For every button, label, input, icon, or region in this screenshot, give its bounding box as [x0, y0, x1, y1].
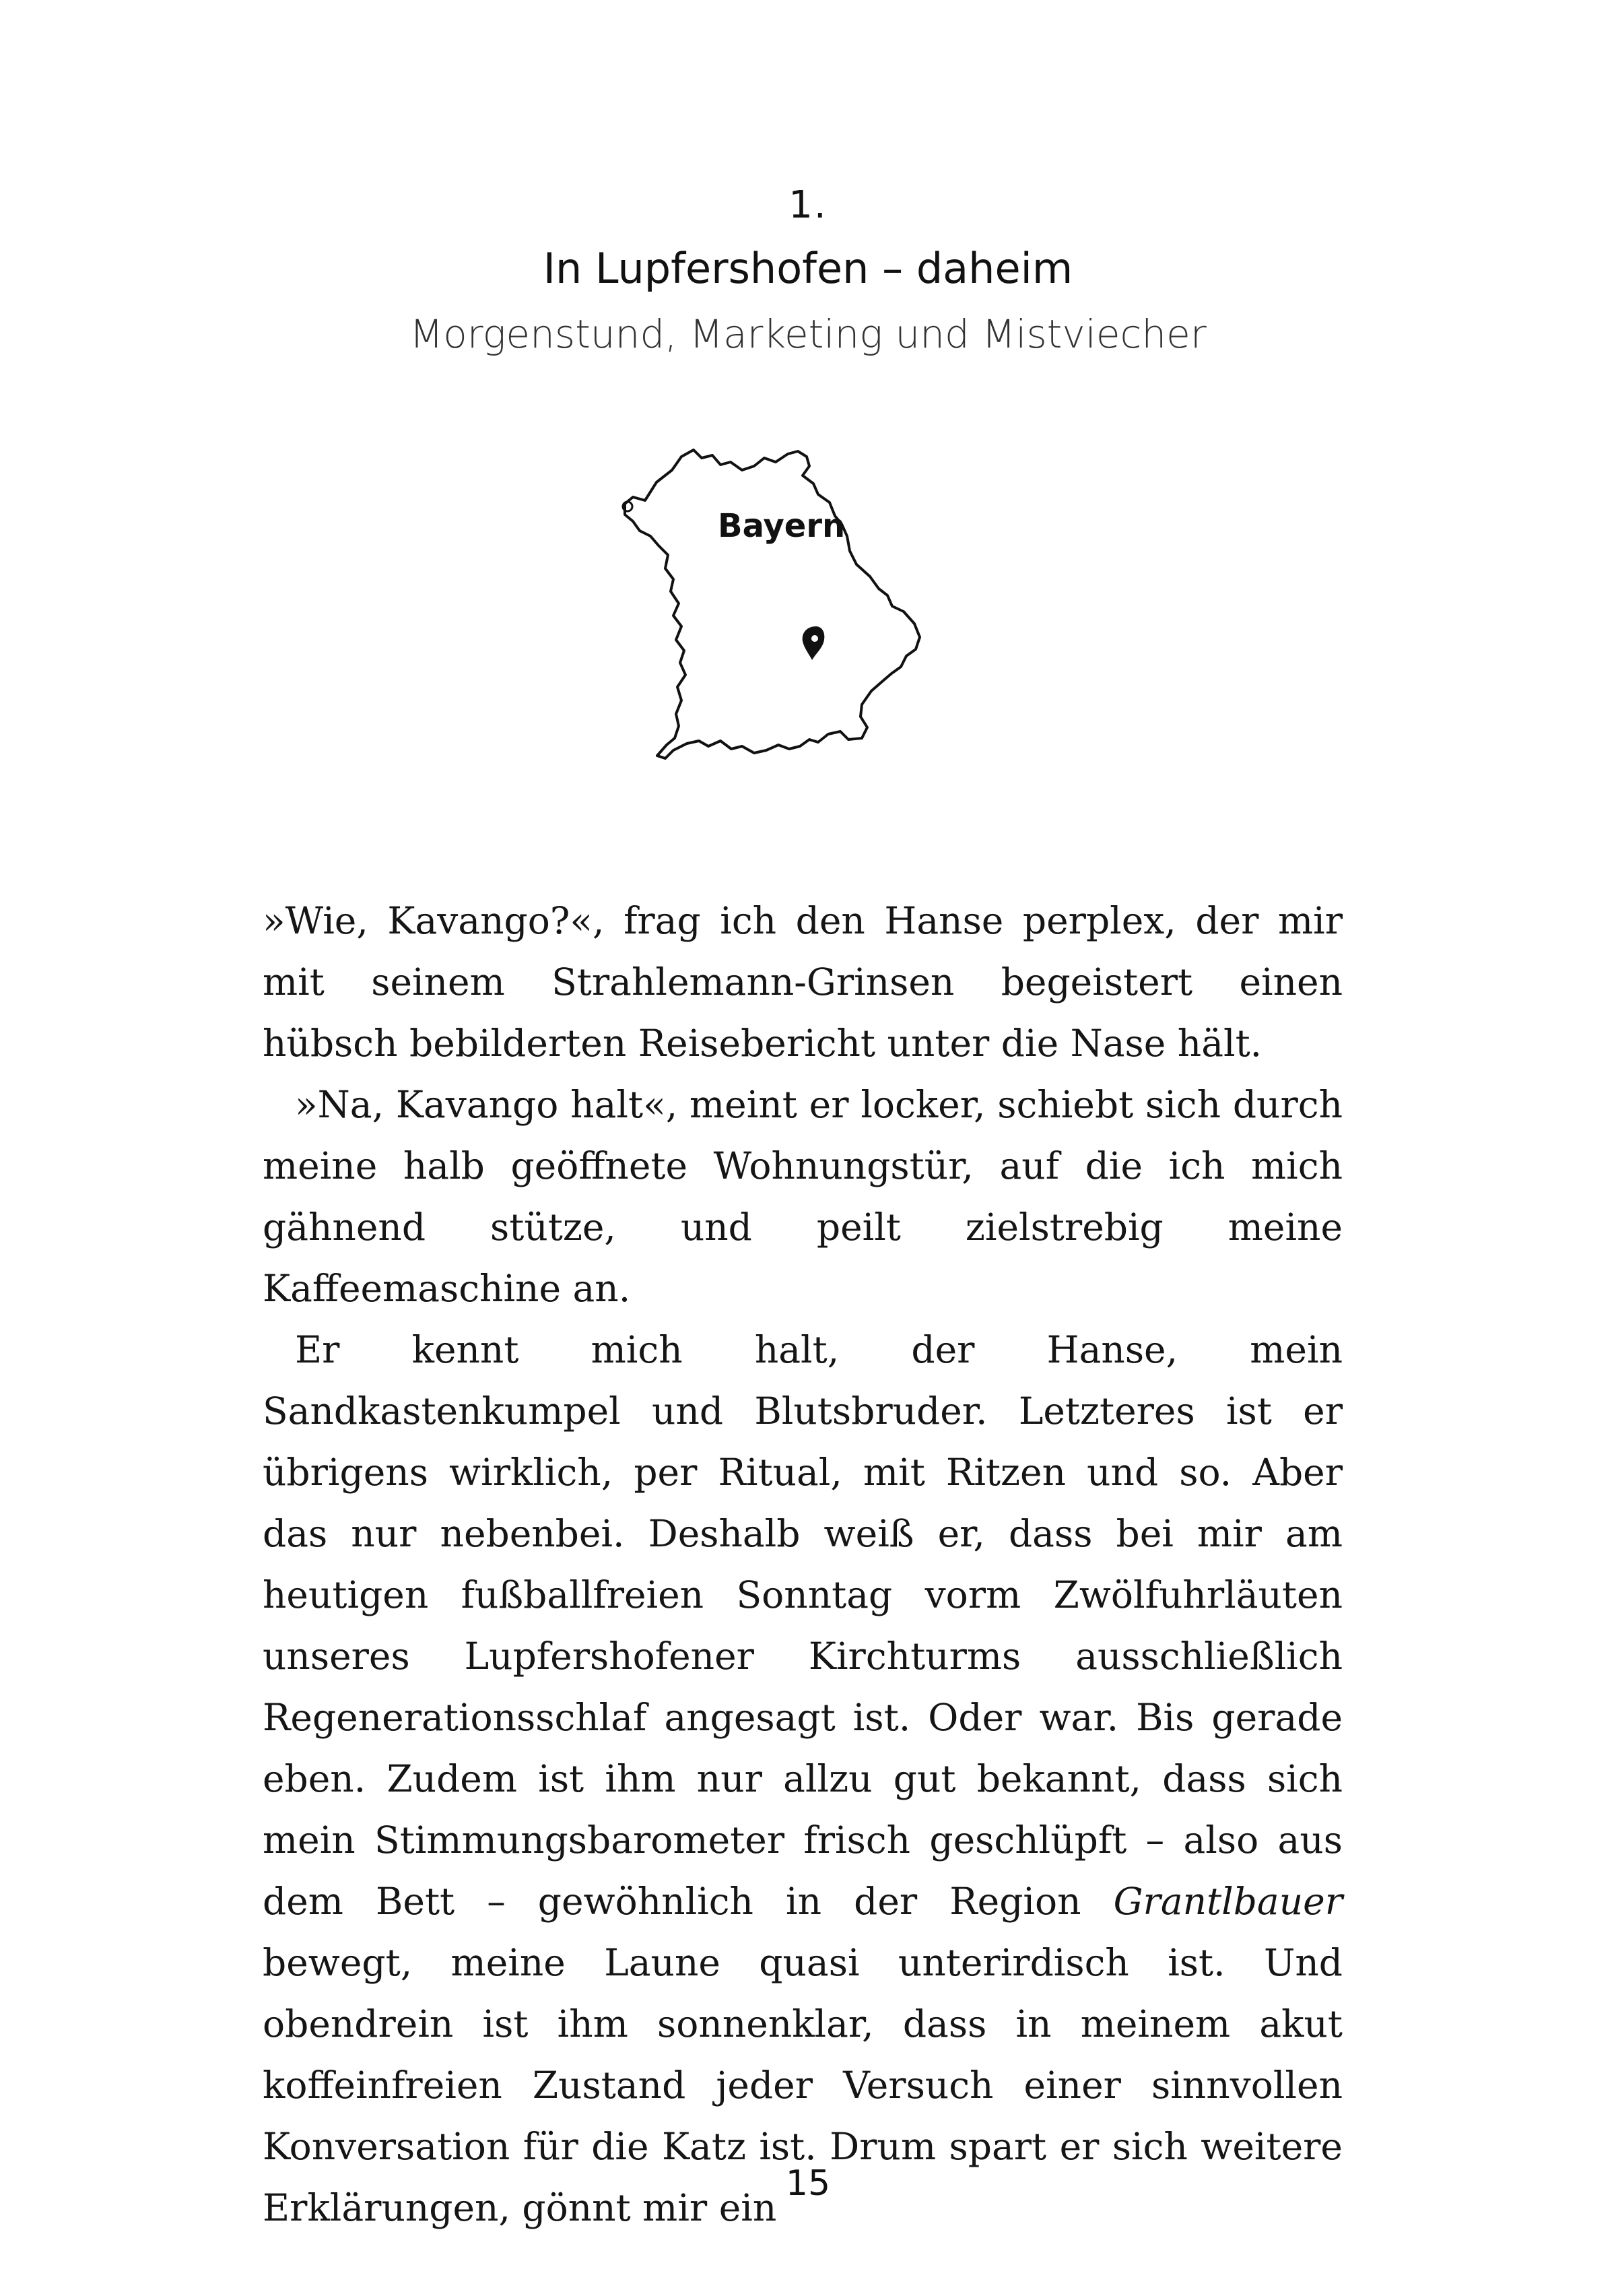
paragraph-1	[263, 890, 1343, 1074]
chapter-subtitle: Morgenstund, Marketing und Mistviecher	[409, 311, 1207, 357]
paragraph-2	[263, 1074, 1343, 1319]
paragraph-3	[263, 1319, 1343, 2239]
bavaria-map	[593, 423, 1023, 841]
italic-word: Grantlbauer	[1113, 1880, 1343, 1923]
page-number: 15	[785, 2163, 831, 2204]
body-text	[263, 890, 1343, 2239]
paragraph-text: Er kennt mich halt, der Hanse, mein Sandkastenkumpel und Blutsbruder. Letzteres ist er übrigens wirklich, per Ritual, mit Ritzen und so. Aber das nur nebenbei. Deshalb weiß er, dass bei mir am heutigen fußballfreien Sonntag vorm Zwölfuhrläuten unseres Lupfershofener Kirchturms ausschließlich Regenerationsschlaf angesagt ist. Oder war. Bis gerade eben. Zudem ist ihm nur allzu gut bekannt, dass sich mein Stimmungsbarometer frisch geschlüpft – also aus dem Bett – gewöhnlich in der Region	[263, 1328, 1343, 1923]
paragraph-text: bewegt, meine Laune quasi unterirdisch ist. Und obendrein ist ihm sonnenklar, dass in meinem akut koffeinfreien Zustand jeder Versuch einer sinnvollen Konversation für die Katz ist. Drum spart er sich weitere Erklärungen, gönnt mir ein	[263, 1941, 1343, 2229]
bavaria-outline-icon	[593, 423, 1023, 841]
paragraph-text: »Na, Kavango halt«, meint er locker, schiebt sich durch meine halb geöffnete Wohnungstür, auf die ich mich gähnend stütze, und peilt zielstrebig meine Kaffeemaschine an.	[263, 1083, 1343, 1310]
paragraph-text: »Wie, Kavango?«, frag ich den Hanse perplex, der mir mit seinem Strahlemann-Grinsen begeistert einen hübsch bebilderten Reisebericht unter die Nase hält.	[263, 899, 1343, 1065]
chapter-title: In Lupfershofen – daheim	[543, 244, 1073, 293]
chapter-number: 1.	[788, 183, 828, 227]
map-label: Bayern	[718, 507, 846, 545]
